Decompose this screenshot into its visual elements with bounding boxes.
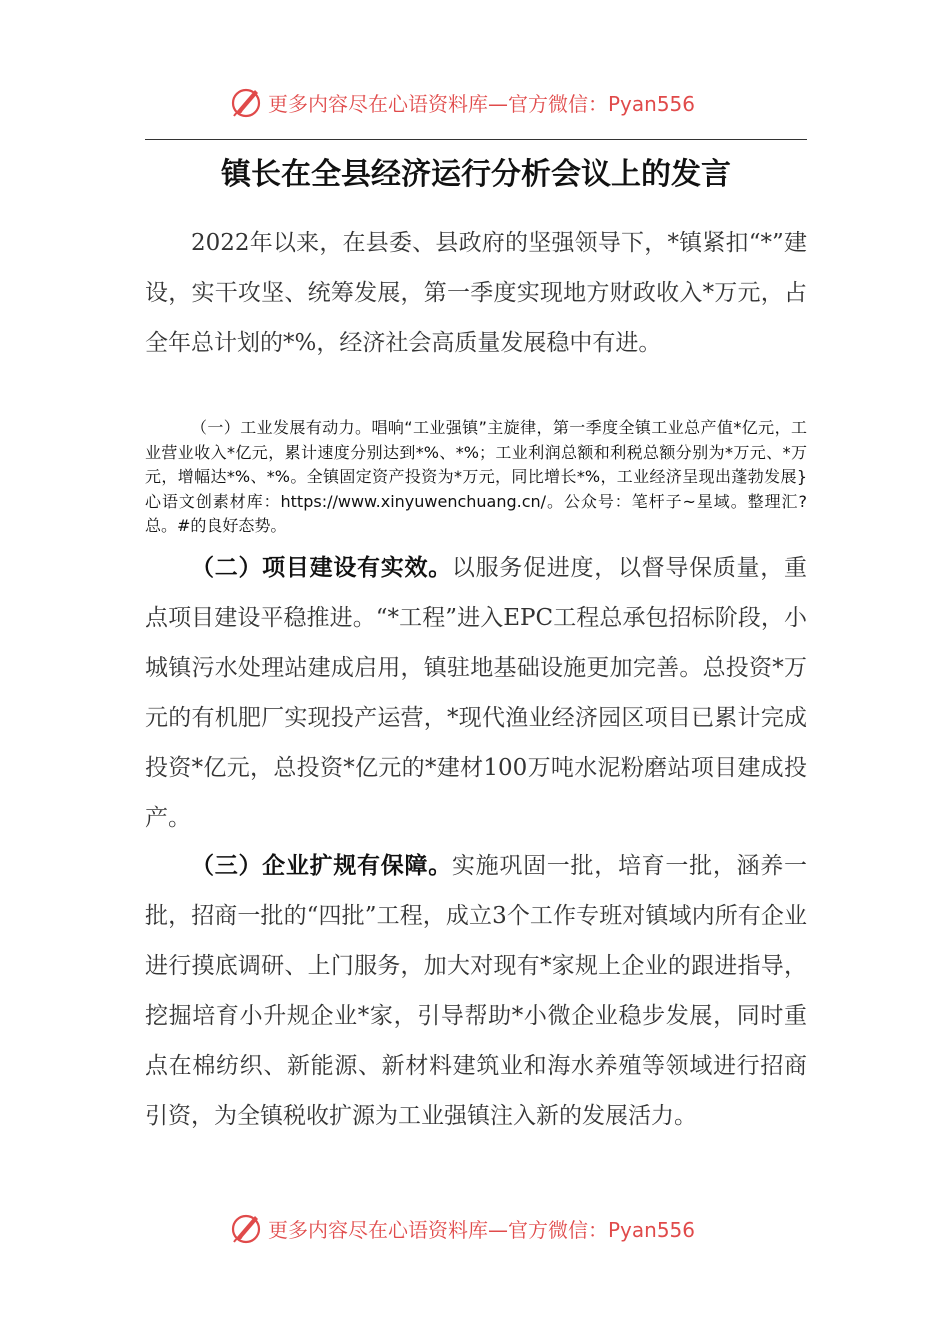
section3-body: 实施巩固一批，培育一批，涵养一批，招商一批的“四批”工程，成立3个工作专班对镇域内所有企业进行摸底调研、上门服务，加大对现有*家规上企业的跟进指导，挖掘培育小升规企业*家，引导帮助*小微企业稳步发展，同时重点在棉纺织、新能源、新材料建筑业和海水养殖等领域进行招商引资，为全镇税收扩源为工业强镇注入新的发展活力。	[145, 853, 808, 1129]
section2-heading: （二）项目建设有实效。	[191, 555, 452, 581]
header-banner	[228, 82, 728, 122]
section2-paragraph	[145, 543, 807, 843]
footer-banner-text: 更多内容尽在心语资料库—官方微信：Pyan556	[268, 1217, 696, 1242]
pen-circle-icon	[228, 84, 264, 120]
pen-circle-icon	[228, 1210, 264, 1246]
section2-body: 以服务促进度，以督导保质量，重点项目建设平稳推进。“*工程”进入EPC工程总承包招标阶段，小城镇污水处理站建成启用，镇驻地基础设施更加完善。总投资*万元的有机肥厂实现投产运营，*现代渔业经济园区项目已累计完成投资*亿元，总投资*亿元的*建材100万吨水泥粉磨站项目建成投产。	[145, 555, 808, 831]
header-rule	[145, 139, 807, 140]
header-banner-text: 更多内容尽在心语资料库—官方微信：Pyan556	[268, 91, 696, 116]
footer-banner	[228, 1208, 728, 1248]
intro-paragraph: 2022年以来，在县委、县政府的坚强领导下，*镇紧扣“*”建设，实干攻坚、统筹发展，第一季度实现地方财政收入*万元，占全年总计划的*%，经济社会高质量发展稳中有进。	[145, 230, 807, 356]
section3-heading: （三）企业扩规有保障。	[191, 853, 452, 879]
section1-paragraph: （一）工业发展有动力。唱响“工业强镇”主旋律，第一季度全镇工业总产值*亿元，工业营业收入*亿元，累计速度分别达到*%、*%；工业利润总额和利税总额分别为*万元、*万元，增幅达*%、*%。全镇固定资产投资为*万元，同比增长*%，工业经济呈现出蓬勃发展}心语文创素材库：https://www.xinyuwenchuang.cn/。公众号：笔杆子~星域。整理汇?总。#的良好态势。	[145, 418, 807, 535]
document-title: 镇长在全县经济运行分析会议上的发言	[221, 157, 731, 192]
section3-paragraph	[145, 841, 807, 1141]
